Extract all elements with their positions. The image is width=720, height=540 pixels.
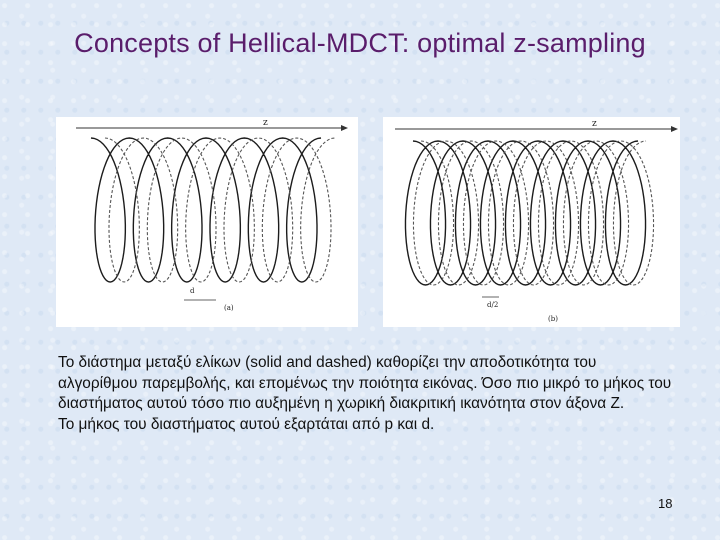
helix-coils-b xyxy=(405,141,653,285)
z-axis-arrowhead xyxy=(671,126,678,132)
solid-helix xyxy=(91,138,321,282)
helix-diagram-a xyxy=(56,117,358,327)
helix-figure-a xyxy=(56,117,358,327)
explanation-paragraph-2: Το μήκος του διαστήματος αυτού εξαρτάται από p και d. xyxy=(58,415,435,433)
z-axis-label: z xyxy=(263,118,268,128)
helix-figure-b xyxy=(383,117,680,327)
figure-caption: (b) xyxy=(548,315,558,323)
helix-coils-a xyxy=(91,138,335,282)
figure-caption: (a) xyxy=(224,304,234,312)
dashed-helix xyxy=(105,138,335,282)
explanation-paragraph-1: Το διάστημα μεταξύ ελίκων (solid and dashed) καθορίζει την αποδοτικότητα του αλγορίθμου παρεμβολής, και επομένως την ποιότητα εικόνας. Όσο πιο μικρό το μήκος του διαστήματος αυτού τόσο πιο αυξημένη η χωρική διακριτική ικανότητα στον άξονα Ζ. xyxy=(58,354,672,412)
solid-helix xyxy=(405,141,645,285)
page-number: 18 xyxy=(658,496,673,511)
dashed-helix xyxy=(413,141,653,285)
pitch-label: d xyxy=(190,287,195,295)
pitch-label: d/2 xyxy=(487,301,499,309)
slide-title: Concepts of Hellical-MDCT: optimal z-sampling xyxy=(74,28,646,58)
helix-diagram-b xyxy=(383,117,680,327)
explanation-text xyxy=(58,353,678,435)
z-axis-arrowhead xyxy=(341,125,348,131)
z-axis-label: z xyxy=(592,119,597,129)
